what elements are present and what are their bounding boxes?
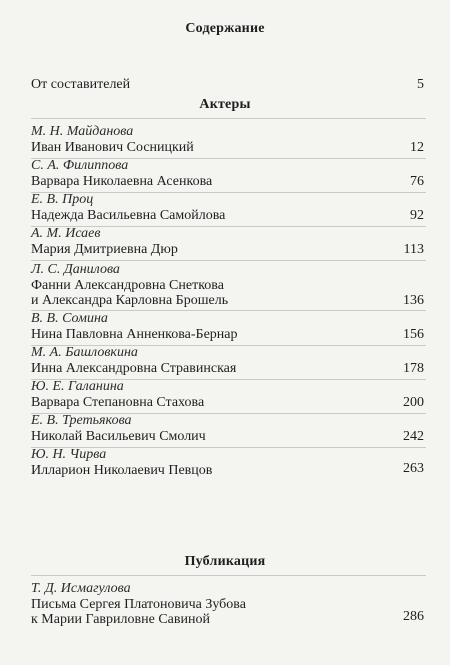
page-title: Содержание [185, 21, 265, 36]
toc-entry-title: к Марии Гавриловне Савиной [31, 612, 210, 627]
toc-entry-author: Т. Д. Исмагулова [31, 581, 131, 596]
toc-entry-title: и Александра Карловна Брошель [31, 293, 229, 308]
toc-entry-author: Е. В. Проц [31, 192, 94, 207]
toc-page-number: 113 [403, 242, 424, 257]
section-divider [31, 118, 426, 119]
entry-divider [31, 260, 426, 261]
toc-entry-title: Нина Павловна Анненкова-Бернар [31, 327, 238, 342]
toc-page-number: 92 [410, 208, 424, 223]
toc-entry-author: М. Н. Майданова [31, 124, 134, 139]
toc-entry-author: Л. С. Данилова [31, 262, 120, 277]
toc-page-number: 12 [410, 140, 424, 155]
toc-page-number: 263 [403, 461, 424, 476]
toc-page-number: 136 [403, 293, 424, 308]
toc-entry-author: Ю. Е. Галанина [31, 379, 124, 394]
toc-entry-author: М. А. Башловкина [31, 345, 138, 360]
toc-entry-title: Варвара Николаевна Асенкова [31, 174, 213, 189]
toc-entry-title: Николай Васильевич Смолич [31, 429, 206, 444]
toc-entry-title: Мария Дмитриевна Дюр [31, 242, 178, 257]
toc-entry-title: Фанни Александровна Снеткова [31, 278, 224, 293]
toc-entry-author: Ю. Н. Чирва [31, 447, 107, 462]
toc-page-number: 156 [403, 327, 424, 342]
section-heading-actors: Актеры [199, 97, 251, 112]
toc-entry-author: Е. В. Третьякова [31, 413, 132, 428]
toc-entry-title: Варвара Степановна Стахова [31, 395, 205, 410]
toc-entry-author: С. А. Филиппова [31, 158, 129, 173]
toc-entry-author: В. В. Сомина [31, 311, 108, 326]
toc-entry-title: Надежда Васильевна Самойлова [31, 208, 226, 223]
toc-entry-title: Иван Иванович Сосницкий [31, 140, 194, 155]
toc-entry-author: А. М. Исаев [31, 226, 101, 241]
toc-page-number: 286 [403, 609, 424, 624]
toc-entry-title: Письма Сергея Платоновича Зубова [31, 597, 246, 612]
toc-page-number: 242 [403, 429, 424, 444]
section-heading-publication: Публикация [184, 554, 266, 569]
toc-page-number: 200 [403, 395, 424, 410]
toc-entry-title: Илларион Николаевич Певцов [31, 463, 213, 478]
toc-entry-title: Инна Александровна Стравинская [31, 361, 237, 376]
toc-page-number: 178 [403, 361, 424, 376]
toc-page-number: 76 [410, 174, 424, 189]
section-divider [31, 575, 426, 576]
toc-entry-intro: От составителей [31, 77, 131, 92]
toc-page-number: 5 [417, 77, 424, 92]
